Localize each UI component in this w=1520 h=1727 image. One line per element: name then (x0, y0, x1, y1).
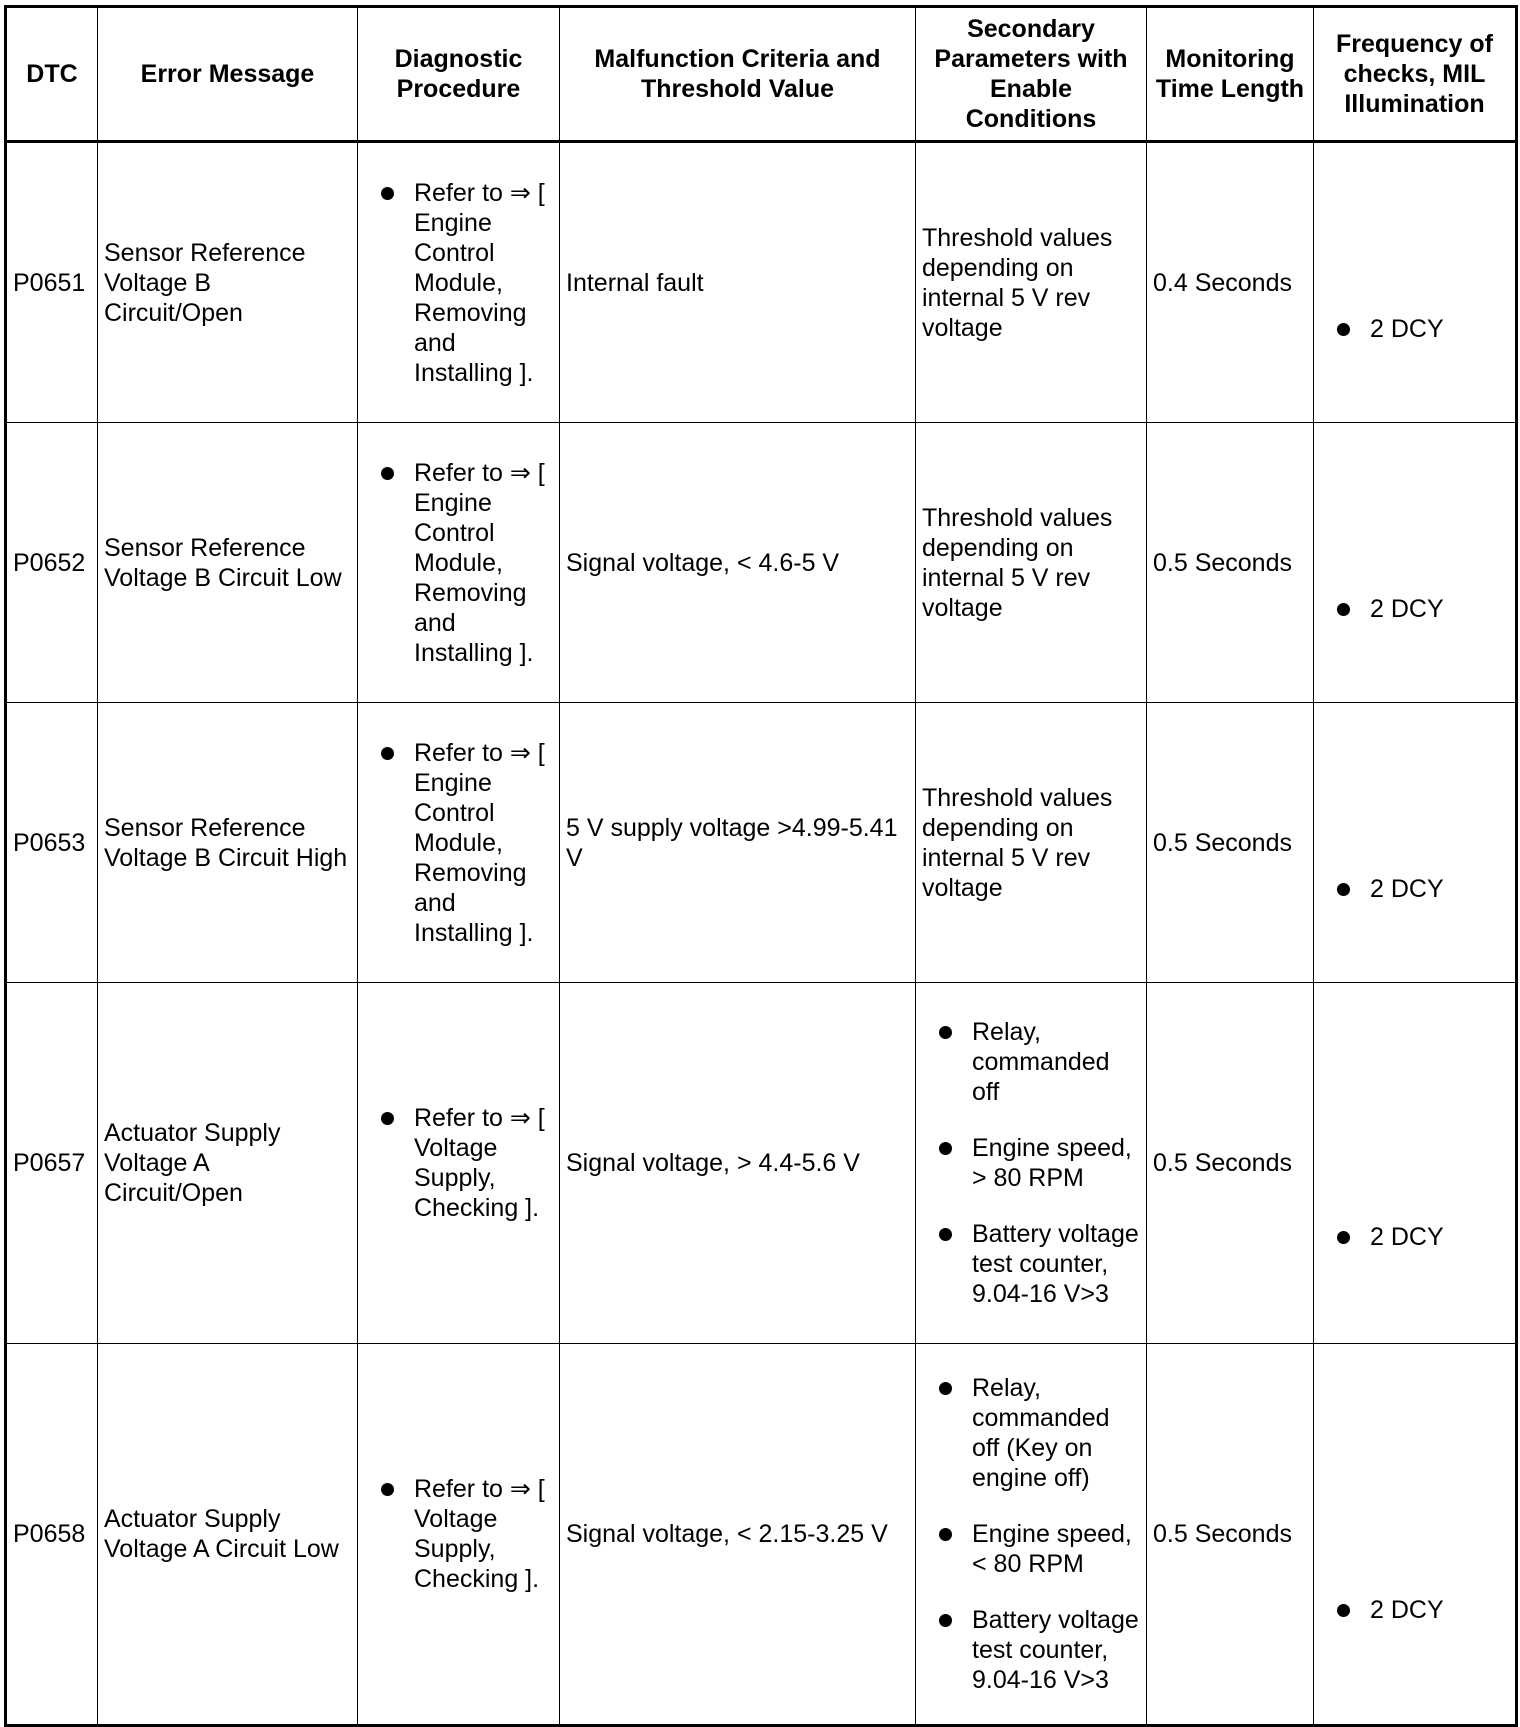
procedure-link[interactable]: Refer to ⇒ [ Engine Control Module, Removing and Installing ]. (364, 178, 553, 388)
malfunction-criteria: Signal voltage, > 4.4-5.6 V (560, 983, 916, 1344)
parameter-item: Engine speed, > 80 RPM (922, 1133, 1140, 1193)
diagnostic-procedure (358, 703, 560, 983)
frequency-cell (1314, 703, 1517, 983)
frequency-cell (1314, 142, 1517, 423)
dtc-table (4, 5, 1518, 1727)
error-message: Sensor Reference Voltage B Circuit/Open (98, 142, 358, 423)
secondary-parameters (916, 983, 1147, 1344)
table-row (6, 983, 1517, 1344)
monitoring-time: 0.5 Seconds (1147, 983, 1314, 1344)
frequency-value: 2 DCY (1320, 314, 1509, 344)
secondary-parameters (916, 1344, 1147, 1726)
malfunction-criteria: Signal voltage, < 2.15-3.25 V (560, 1344, 916, 1726)
frequency-cell (1314, 983, 1517, 1344)
parameter-item: Battery voltage test counter, 9.04-16 V>3 (922, 1605, 1140, 1695)
secondary-parameters: Threshold values depending on internal 5 V rev voltage (916, 703, 1147, 983)
procedure-link[interactable]: Refer to ⇒ [ Engine Control Module, Removing and Installing ]. (364, 738, 553, 948)
malfunction-criteria: Internal fault (560, 142, 916, 423)
error-message: Actuator Supply Voltage A Circuit Low (98, 1344, 358, 1726)
error-message: Actuator Supply Voltage A Circuit/Open (98, 983, 358, 1344)
monitoring-time: 0.5 Seconds (1147, 703, 1314, 983)
procedure-link[interactable]: Refer to ⇒ [ Voltage Supply, Checking ]. (364, 1103, 553, 1223)
table-row (6, 423, 1517, 703)
header-error-message: Error Message (98, 7, 358, 142)
dtc-code: P0658 (6, 1344, 98, 1726)
secondary-parameters: Threshold values depending on internal 5 V rev voltage (916, 423, 1147, 703)
frequency-cell (1314, 1344, 1517, 1726)
malfunction-criteria: Signal voltage, < 4.6-5 V (560, 423, 916, 703)
header-secondary-parameters: Secondary Parameters with Enable Conditions (916, 7, 1147, 142)
error-message: Sensor Reference Voltage B Circuit High (98, 703, 358, 983)
parameter-item: Battery voltage test counter, 9.04-16 V>3 (922, 1219, 1140, 1309)
secondary-parameters: Threshold values depending on internal 5 V rev voltage (916, 142, 1147, 423)
monitoring-time: 0.5 Seconds (1147, 423, 1314, 703)
diagnostic-procedure (358, 423, 560, 703)
diagnostic-procedure (358, 1344, 560, 1726)
header-monitoring-time: Monitoring Time Length (1147, 7, 1314, 142)
frequency-value: 2 DCY (1320, 1595, 1509, 1625)
parameter-item: Relay, commanded off (922, 1017, 1140, 1107)
parameter-item: Engine speed, < 80 RPM (922, 1519, 1140, 1579)
dtc-code: P0652 (6, 423, 98, 703)
table-row (6, 703, 1517, 983)
frequency-value: 2 DCY (1320, 874, 1509, 904)
frequency-cell (1314, 423, 1517, 703)
header-frequency: Frequency of checks, MIL Illumination (1314, 7, 1517, 142)
malfunction-criteria: 5 V supply voltage >4.99-5.41 V (560, 703, 916, 983)
table-header-row (6, 7, 1517, 142)
dtc-code: P0651 (6, 142, 98, 423)
error-message: Sensor Reference Voltage B Circuit Low (98, 423, 358, 703)
monitoring-time: 0.5 Seconds (1147, 1344, 1314, 1726)
diagnostic-procedure (358, 983, 560, 1344)
dtc-code: P0653 (6, 703, 98, 983)
monitoring-time: 0.4 Seconds (1147, 142, 1314, 423)
table-row (6, 1344, 1517, 1726)
frequency-value: 2 DCY (1320, 1222, 1509, 1252)
header-dtc: DTC (6, 7, 98, 142)
dtc-code: P0657 (6, 983, 98, 1344)
parameter-item: Relay, commanded off (Key on engine off) (922, 1373, 1140, 1493)
header-malfunction-criteria: Malfunction Criteria and Threshold Value (560, 7, 916, 142)
diagnostic-procedure (358, 142, 560, 423)
procedure-link[interactable]: Refer to ⇒ [ Engine Control Module, Removing and Installing ]. (364, 458, 553, 668)
header-diagnostic-procedure: Diagnostic Procedure (358, 7, 560, 142)
procedure-link[interactable]: Refer to ⇒ [ Voltage Supply, Checking ]. (364, 1474, 553, 1594)
frequency-value: 2 DCY (1320, 594, 1509, 624)
table-row (6, 142, 1517, 423)
